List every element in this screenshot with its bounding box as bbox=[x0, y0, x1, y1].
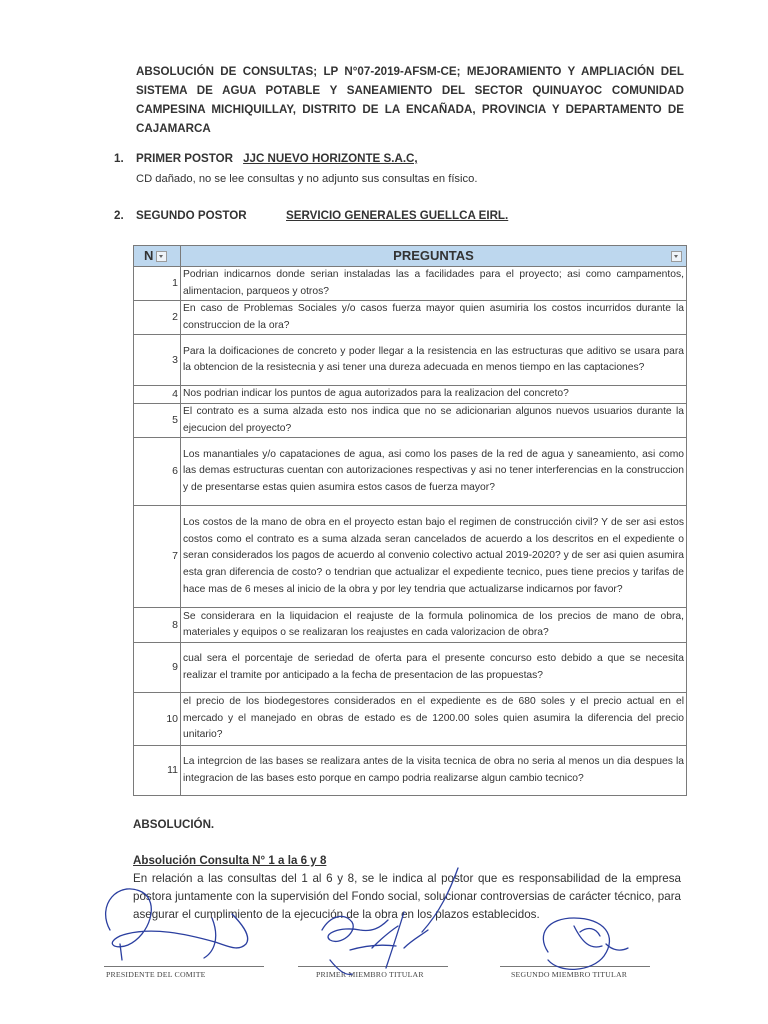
signature-label-primer-miembro: PRIMER MIEMBRO TITULAR bbox=[316, 970, 424, 979]
table-row bbox=[134, 438, 687, 506]
questions-table bbox=[133, 245, 687, 796]
row-number: 2 bbox=[134, 301, 181, 335]
table-row bbox=[134, 746, 687, 796]
signature-line bbox=[500, 966, 650, 967]
absolucion-subheading: Absolución Consulta N° 1 a la 6 y 8 bbox=[133, 854, 327, 867]
document-title: ABSOLUCIÓN DE CONSULTAS; LP N°07-2019-AFSM-CE; MEJORAMIENTO Y AMPLIACIÓN DEL SISTEMA DE AGUA POTABLE Y SANEAMIENTO DEL SECTOR QUINUAYOC COMUNIDAD CAMPESINA MICHIQUILLAY, DISTRITO DE LA ENCAÑADA, PROVINCIA Y DEPARTAMENTO DE CAJAMARCA bbox=[136, 65, 684, 135]
question-text: El contrato es a suma alzada esto nos indica que no se adicionarian algunos nuevos usuarios durante la ejecucion del proyecto? bbox=[181, 403, 687, 437]
row-number: 9 bbox=[134, 643, 181, 693]
row-number: 1 bbox=[134, 267, 181, 301]
row-number: 8 bbox=[134, 608, 181, 643]
section-number: 2. bbox=[114, 209, 124, 222]
column-header-n[interactable] bbox=[134, 246, 181, 267]
question-text: Los manantiales y/o capataciones de agua, asi como los pases de la red de agua y saneamiento, asi como las demas estructuras cuentan con autorizaciones respectivas y asi no tener interferencias en la construccion y de presentarse estas quien asumira estos casos de fuerza mayor? bbox=[181, 438, 687, 506]
table-row bbox=[134, 403, 687, 437]
question-text: Para la doificaciones de concreto y poder llegar a la resistencia en las estructuras que aditivo se usara para la obtencion de la resistecnia y asi tener una dureza adecuada en menos tiempo en las captaciones? bbox=[181, 335, 687, 386]
column-header-preguntas-label: PREGUNTAS bbox=[393, 247, 474, 263]
row-number: 3 bbox=[134, 335, 181, 386]
primer-postor-label: PRIMER POSTOR bbox=[136, 152, 234, 165]
table-row bbox=[134, 643, 687, 693]
row-number: 7 bbox=[134, 506, 181, 608]
question-text: En caso de Problemas Sociales y/o casos fuerza mayor quien asumiria los costos incurridos durante la construccion de la ora? bbox=[181, 301, 687, 335]
absolucion-heading: ABSOLUCIÓN. bbox=[133, 818, 215, 831]
segundo-postor-name: SERVICIO GENERALES GUELLCA EIRL. bbox=[286, 209, 509, 222]
signature-segundo-miembro bbox=[543, 918, 628, 969]
signature-line bbox=[298, 966, 448, 967]
row-number: 4 bbox=[134, 386, 181, 404]
absolucion-body: En relación a las consultas del 1 al 6 y 8, se le indica al postor que es responsabilidad de la empresa postora juntamente con la supervisión del Fondo social, solucionar controversias de carácter técnico, para asegurar el cumplimiento de la ejecución de la obra en los plazos establecidos. bbox=[133, 872, 681, 921]
primer-postor-line bbox=[136, 152, 418, 165]
filter-dropdown-icon[interactable] bbox=[671, 251, 682, 262]
signature-line bbox=[104, 966, 264, 967]
question-text: Los costos de la mano de obra en el proyecto estan bajo el regimen de construcción civil? Y de ser asi estos costos como el contrato es a suma alzada seran cancelados de acuerdo a los descritos en el expediente o seran considerados los pagos de acuerdo al convenio colectivo actual 2019-2020? y de ser asi quien asumira esta gran diferencia de costo? o tendrian que actualizar el expediente tecnico, pues tiene precios y tarifas de hace mas de 6 meses al inicio de la obra y por ley tendria que actualizarse indicarnos por favor? bbox=[181, 506, 687, 608]
table-row bbox=[134, 506, 687, 608]
table-row bbox=[134, 386, 687, 404]
primer-postor-name: JJC NUEVO HORIZONTE S.A.C, bbox=[243, 152, 418, 165]
primer-postor-note: CD dañado, no se lee consultas y no adjunto sus consultas en físico. bbox=[136, 173, 478, 185]
table-row bbox=[134, 693, 687, 746]
question-text: cual sera el porcentaje de seriedad de oferta para el presente concurso esto debido a que se necesita realizar el tramite por anticipado a la fecha de presentacion de las propuestas? bbox=[181, 643, 687, 693]
row-number: 5 bbox=[134, 403, 181, 437]
question-text: Se considerara en la liquidacion el reajuste de la formula polinomica de los precios de mano de obra, materiales y equipos o se realizaran los reajustes en cada valorizacion de obra? bbox=[181, 608, 687, 643]
signature-label-presidente: PRESIDENTE DEL COMITE bbox=[106, 970, 206, 979]
question-text: el precio de los biodegestores considerados en el expediente es de 680 soles y el precio actual en el mercado y el manejado en obras de estado es de 1200.00 soles quien asumira la diferencia del precio unitario? bbox=[181, 693, 687, 746]
question-text: La integrcion de las bases se realizara antes de la visita tecnica de obra no seria al menos un dia despues la integracion de las bases esto porque en campo podria realizarse algun cambio tecnico? bbox=[181, 746, 687, 796]
question-text: Nos podrian indicar los puntos de agua autorizados para la realizacion del concreto? bbox=[181, 386, 687, 404]
question-text: Podrian indicarnos donde serian instaladas las a facilidades para el proyecto; asi como campamentos, alimentacion, parqueos y otros? bbox=[181, 267, 687, 301]
row-number: 11 bbox=[134, 746, 181, 796]
table-row bbox=[134, 608, 687, 643]
table-row bbox=[134, 301, 687, 335]
column-header-n-label: N bbox=[144, 247, 154, 263]
column-header-preguntas[interactable] bbox=[181, 246, 687, 267]
table-row bbox=[134, 267, 687, 301]
signature-label-segundo-miembro: SEGUNDO MIEMBRO TITULAR bbox=[511, 970, 628, 979]
table-header-row bbox=[134, 246, 687, 267]
row-number: 6 bbox=[134, 438, 181, 506]
row-number: 10 bbox=[134, 693, 181, 746]
filter-dropdown-icon[interactable] bbox=[156, 251, 167, 262]
table-row bbox=[134, 335, 687, 386]
section-number: 1. bbox=[114, 152, 124, 165]
segundo-postor-label: SEGUNDO POSTOR bbox=[136, 209, 247, 222]
